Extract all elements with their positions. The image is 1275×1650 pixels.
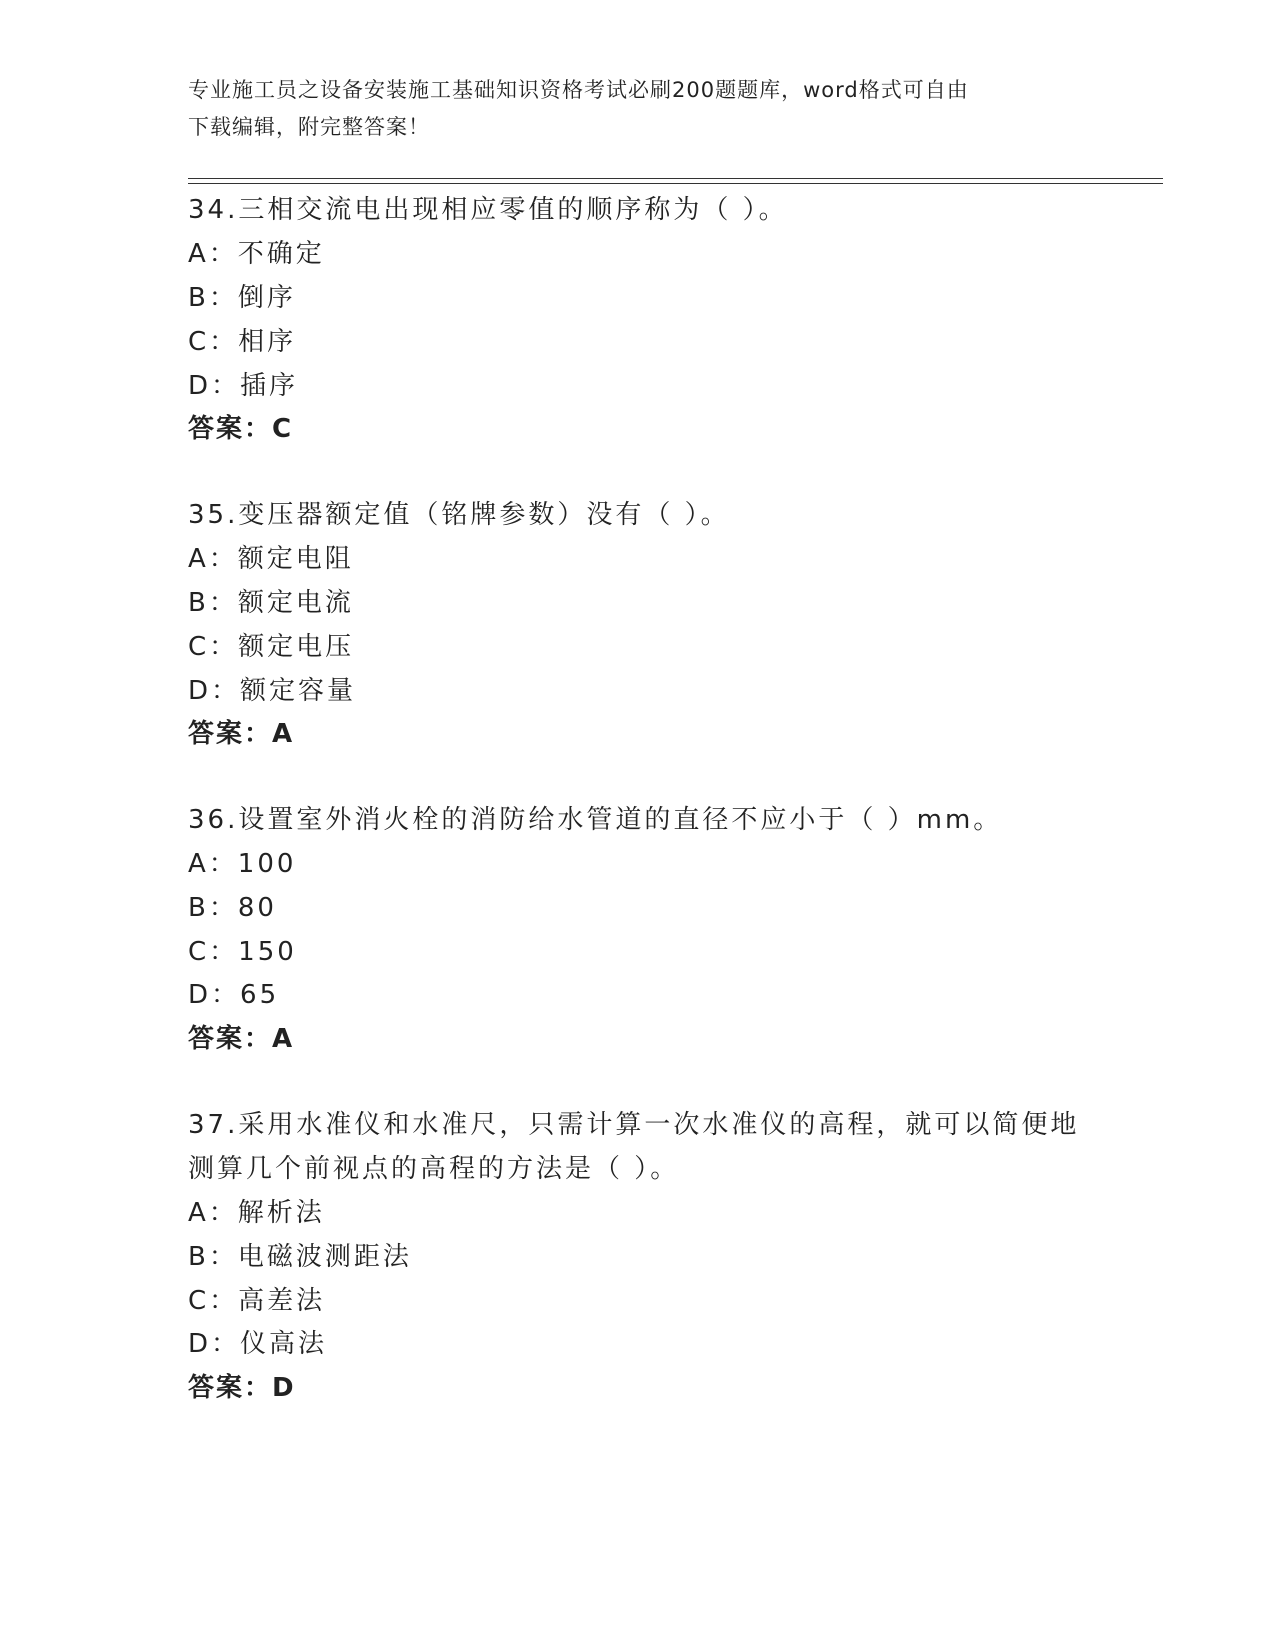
option-b: B：电磁波测距法	[188, 1242, 412, 1272]
option-c: C：额定电压	[188, 632, 355, 662]
question-stem: 36.设置室外消火栓的消防给水管道的直径不应小于（ ）mm。	[188, 805, 1003, 835]
question-stem-continued: 测算几个前视点的高程的方法是（ ）。	[188, 1154, 680, 1184]
option-a: A：不确定	[188, 239, 325, 269]
option-c: C：相序	[188, 327, 297, 357]
option-c: C：高差法	[188, 1286, 326, 1316]
header-divider-top	[188, 178, 1163, 179]
answer-label: 答案：A	[188, 1024, 295, 1054]
option-a: A：100	[188, 849, 297, 879]
option-b: B：额定电流	[188, 588, 354, 618]
answer-label: 答案：C	[188, 414, 294, 444]
option-b: B：80	[188, 893, 277, 923]
option-a: A：额定电阻	[188, 544, 354, 574]
option-d: D：仪高法	[188, 1329, 328, 1359]
header-line-2: 下载编辑，附完整答案！	[188, 115, 430, 139]
header-line-1: 专业施工员之设备安装施工基础知识资格考试必刷200题题库，word格式可自由	[188, 78, 969, 102]
header-divider-bottom	[188, 183, 1163, 184]
option-d: D：65	[188, 980, 280, 1010]
document-header	[188, 72, 1088, 146]
answer-label: 答案：A	[188, 719, 295, 749]
option-c: C：150	[188, 937, 297, 967]
question-stem: 34.三相交流电出现相应零值的顺序称为（ ）。	[188, 195, 788, 225]
option-b: B：倒序	[188, 283, 296, 313]
question-stem: 35.变压器额定值（铭牌参数）没有（ ）。	[188, 500, 730, 530]
question-stem: 37.采用水准仪和水准尺，只需计算一次水准仪的高程，就可以简便地	[188, 1110, 1080, 1140]
option-a: A：解析法	[188, 1198, 325, 1228]
answer-label: 答案：D	[188, 1373, 296, 1403]
option-d: D：插序	[188, 371, 299, 401]
option-d: D：额定容量	[188, 676, 357, 706]
